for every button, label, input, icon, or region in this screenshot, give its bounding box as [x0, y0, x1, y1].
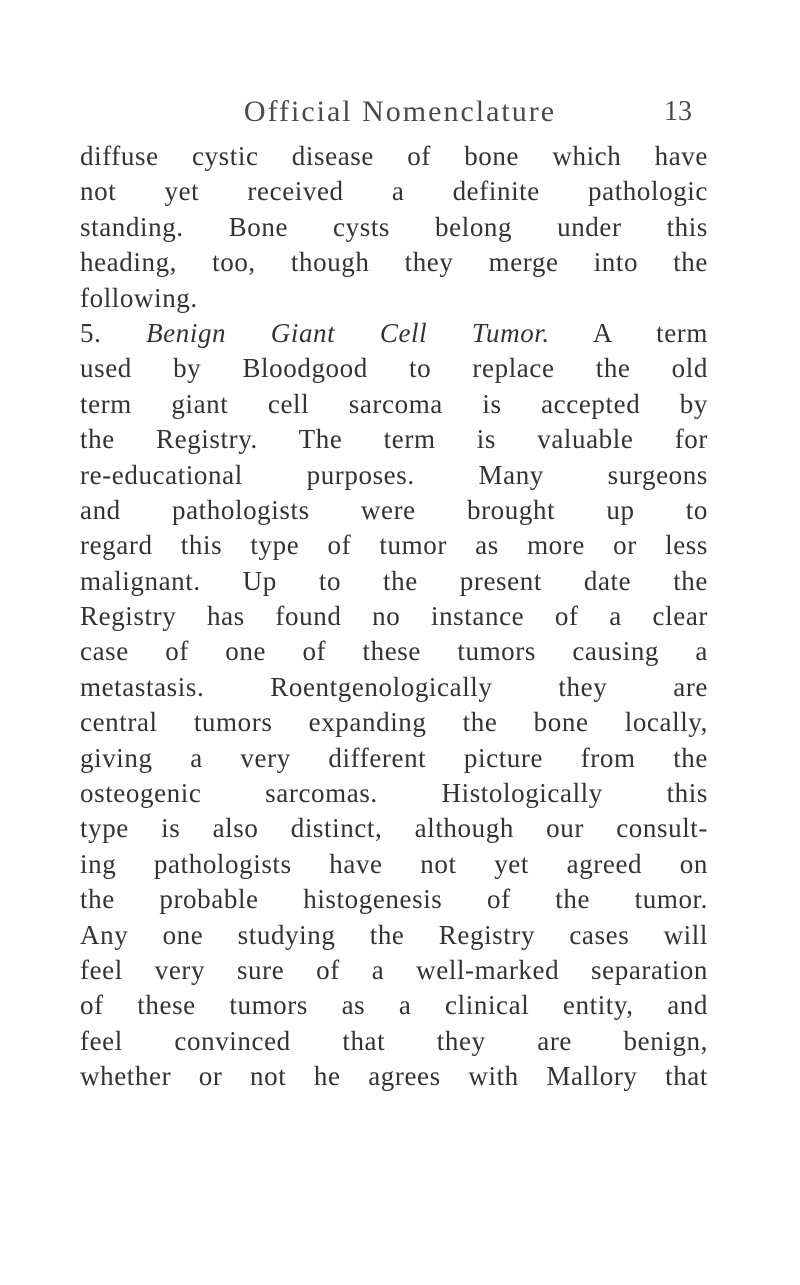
text-line: giving a very different picture from the — [80, 742, 708, 773]
section-number: 5. — [80, 317, 147, 348]
text-line: of these tumors as a clinical entity, and — [80, 990, 708, 1021]
text-line: ing pathologists have not yet agreed on — [80, 848, 708, 879]
text-line: type is also distinct, although our consult- — [80, 813, 708, 844]
text-line: osteogenic sarcomas. Histologically this — [80, 778, 708, 809]
text-line: heading, too, though they merge into the — [80, 247, 708, 278]
text-line: malignant. Up to the present date the — [80, 565, 708, 596]
text-line: Registry has found no instance of a clear — [80, 601, 708, 632]
body-text — [80, 139, 708, 1095]
text-line: term giant cell sarcoma is accepted by — [80, 388, 708, 419]
text-line: not yet received a definite pathologic — [80, 176, 708, 207]
text-line: case of one of these tumors causing a — [80, 636, 708, 667]
text-line: central tumors expanding the bone locally, — [80, 707, 708, 738]
text-line: Any one studying the Registry cases will — [80, 919, 708, 950]
text-line: standing. Bone cysts belong under this — [80, 211, 708, 242]
section-term: Benign Giant Cell Tumor. — [146, 317, 550, 348]
text-line: re-educational purposes. Many surgeons — [80, 459, 708, 490]
text-line: the probable histogenesis of the tumor. — [80, 884, 708, 915]
running-title: Official Nomenclature — [243, 95, 557, 128]
page-number: 13 — [664, 96, 692, 127]
section-continuation: A term — [549, 317, 708, 348]
text-line: used by Bloodgood to replace the old — [80, 353, 708, 384]
text-line: whether or not he agrees with Mallory that — [80, 1061, 708, 1092]
section-heading-line — [80, 316, 708, 351]
text-line: following. — [80, 282, 198, 313]
text-line: feel very sure of a well-marked separation — [80, 954, 708, 985]
text-line: diffuse cystic disease of bone which have — [80, 141, 708, 171]
text-line: and pathologists were brought up to — [80, 494, 708, 525]
text-line: feel convinced that they are benign, — [80, 1025, 708, 1056]
text-line: the Registry. The term is valuable for — [80, 424, 708, 455]
text-line: metastasis. Roentgenologically they are — [80, 671, 708, 702]
text-line: regard this type of tumor as more or less — [80, 530, 708, 561]
running-head — [0, 92, 800, 132]
